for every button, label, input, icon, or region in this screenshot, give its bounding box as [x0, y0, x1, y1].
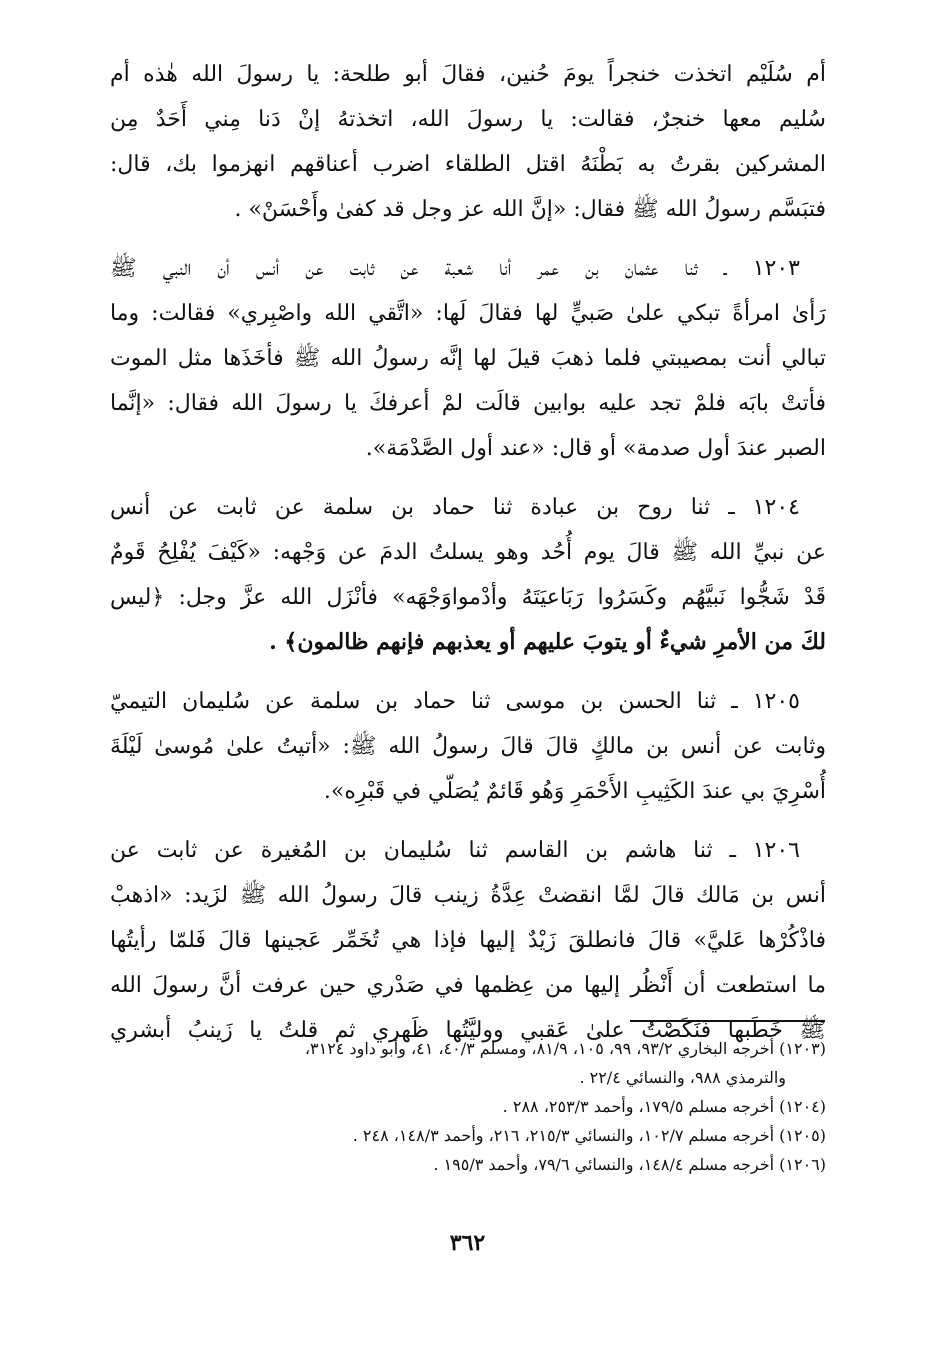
text-line: قَدْ شَجُّوا نَبيَّهُم وكَسَرُوا رَبَاعيَتَهُ وأدْمواوَجْهَه» فأنْزَل الله عزَّ وجل: ﴿ليس [110, 585, 826, 610]
page-number: ٣٦٢ [449, 1230, 486, 1256]
footnotes [110, 1034, 826, 1179]
text-line: ١٢٠٤ ـ ثنا روح بن عبادة ثنا حماد بن سلمة عن ثابت عن أنس [110, 495, 800, 520]
quran-verse-line: لكَ من الأمرِ شيءٌ أو يتوبَ عليهم أو يعذبهم فإنهم ظالمون﴾ . [269, 629, 826, 655]
text-line: ١٢٠٥ ـ ثنا الحسن بن موسى ثنا حماد بن سلمة عن سُليمان التيميّ [110, 689, 800, 714]
text-line: عن نبيِّ الله ﷺ قالَ يوم أُحُد وهو يسلتُ الدمَ عن وَجْهه: «كَيْفَ يُفْلِحُ قَومٌ [110, 540, 826, 565]
text-line: ١٢٠٣ ـ ثنا عثمان بن عمر أنا شعبة عن ثابت عن أنس أن النبي ﷺ [110, 256, 800, 281]
footnote-1206: (١٢٠٦) أخرجه مسلم ١٤٨/٤، والنسائي ٧٩/٦، وأحمد ١٩٥/٣ . [433, 1155, 826, 1174]
hadith-1204 [110, 485, 826, 665]
text-line: الصبر عندَ أول صدمة» أو قال: «عند أول الصَّدْمَة». [365, 436, 826, 461]
text-line: ١٢٠٦ ـ ثنا هاشم بن القاسم ثنا سُليمان بن المُغيرة عن ثابت عن [110, 838, 800, 863]
text-line: المشركين بقرتُ به بَطْنَهُ اقتل الطلقاء اضرب أعناقهم انهزموا بك، قال: [110, 152, 826, 177]
footnote-1204: (١٢٠٤) أخرجه مسلم ١٧٩/٥، وأحمد ٢٥٣/٣، ٢٨٨ . [502, 1097, 826, 1116]
footnote-separator [630, 1020, 825, 1022]
hadith-1203 [110, 246, 826, 471]
text-line: فأتتْ بابَه فلمْ تجد عليه بوابين قالَت لمْ أعرفكَ يا رسولَ الله فقال: «إنَّما [110, 391, 826, 416]
text-line: وثابت عن أنس بن مالكٍ قالَ قالَ رسولُ الله ﷺ: «أتيتُ علىٰ مُوسىٰ لَيْلَةَ [110, 734, 826, 759]
text-line: أُسْرِيَ بي عندَ الكَثِيبِ الأَحْمَرِ وَهُو قَائمٌ يُصَلّي في قَبْرِه». [323, 779, 826, 804]
main-text [110, 52, 826, 1067]
footnote-1203: (١٢٠٣) أخرجه البخاري ٩٣/٢، ٩٩، ١٠٥، ٨١/٩، ومسلم ٤٠/٣، ٤١، وأبو داود ٣١٢٤، [304, 1039, 826, 1058]
footnote-1205: (١٢٠٥) أخرجه مسلم ١٠٢/٧، والنسائي ٢١٥/٣، ٢١٦، وأحمد ١٤٨/٣، ٢٤٨ . [352, 1126, 826, 1145]
text-line: ما استطعت أن أَنْظُر إليها من عِظمها في صَدْري حين عرفت أنَّ رسولَ الله [110, 973, 826, 998]
text-line: رَأىٰ امرأةً تبكي علىٰ صَبيٍّ لها فقالَ لَها: «اتَّقي الله واصْبِري» فقالت: وما [110, 301, 826, 326]
hadith-1205 [110, 679, 826, 814]
text-line: سُليم معها خنجرٌ، فقالت: يا رسولَ الله، اتخذتهُ إنْ دَنا مِني أَحَدٌ مِن [110, 107, 826, 132]
text-line: فاذْكُرْها عَليَّ» قالَ فانطلقَ زَيْدٌ إليها فإذا هي تُخَمِّر عَجينها قالَ فَلمّا رأيتُها [110, 928, 826, 953]
paragraph-1202-continuation [110, 52, 826, 232]
text-line: ﷺ خَطَبها فَنَكَصْتُ علىٰ عَقبي ووليَّتُها ظَهري ثم قلتُ يا زَينبُ أبشري [110, 1018, 826, 1043]
text-line: أم سُلَيْم اتخذت خنجراً يومَ حُنين، فقالَ أبو طلحة: يا رسولَ الله هٰذه أم [110, 62, 826, 87]
text-line: تبالي أنت بمصيبتي فلما ذهبَ قيلَ لها إنَّه رسولُ الله ﷺ فأخَذَها مثل الموت [110, 346, 826, 371]
text-line: أنس بن مَالك قالَ لمَّا انقضتْ عِدَّةُ زينب قالَ رسولُ الله ﷺ لزَيد: «اذهبْ [110, 883, 826, 908]
text-line: فتبَسَّم رسولُ الله ﷺ فقال: «إنَّ الله عز وجل قد كفىٰ وأَحْسَنْ» . [234, 197, 826, 222]
footnote-1203-continuation: والترمذي ٩٨٨، والنسائي ٢٢/٤ . [579, 1068, 786, 1087]
